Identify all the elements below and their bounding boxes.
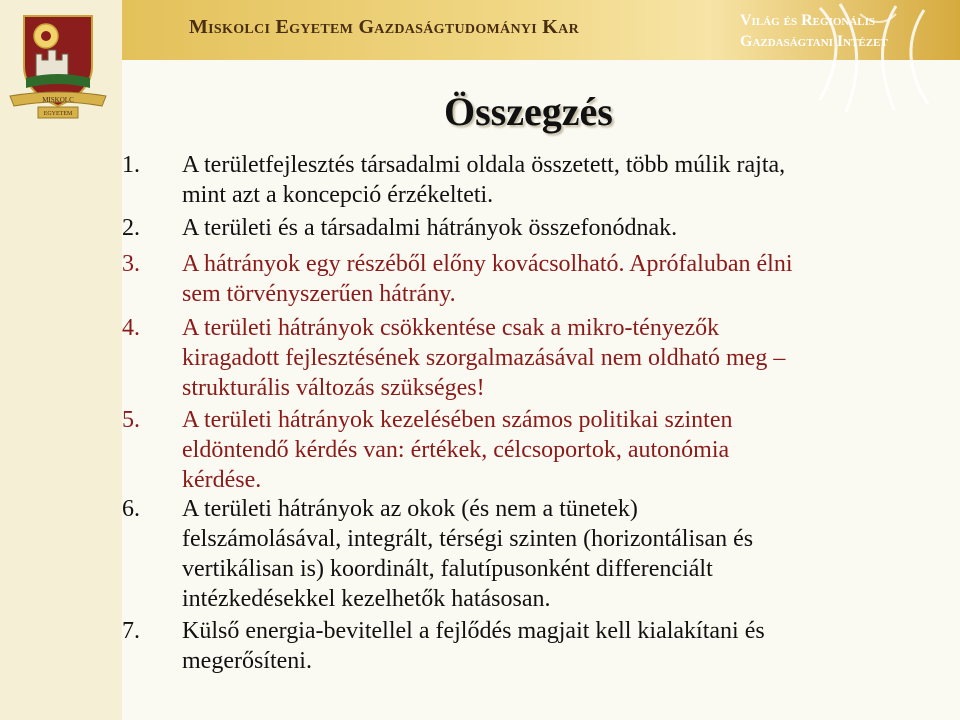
- item-text: Külső energia-bevitellel a fejlődés magjait kell kialakítani és megerősíteni.: [182, 618, 765, 674]
- institute-line-2: Gazdaságtani Intézet: [740, 33, 888, 50]
- item-text: A területi hátrányok csökkentése csak a mikro-tényezők kiragadott fejlesztésének szorgalmazásával nem oldható meg – strukturális változás szükséges!: [182, 315, 786, 401]
- university-crest-icon: [6, 10, 110, 120]
- item-text: A területfejlesztés társadalmi oldala összetett, több múlik rajta, mint azt a koncepció érzékelteti.: [182, 152, 786, 208]
- item-number: 5.: [122, 407, 140, 433]
- faculty-title: Miskolci Egyetem Gazdaságtudományi Kar: [189, 16, 579, 38]
- item-number: 7.: [122, 618, 140, 644]
- list-item: [122, 494, 922, 614]
- crest-ribbon-text: MISKOLC: [42, 96, 74, 104]
- list-item: [122, 313, 922, 403]
- institute-name: [740, 10, 955, 52]
- item-number: 2.: [122, 215, 140, 241]
- item-text: A területi hátrányok kezelésében számos politikai szinten eldöntendő kérdés van: értékek, célcsoportok, autonómia kérdése.: [182, 407, 733, 493]
- slide-title: Összegzés: [444, 89, 613, 134]
- item-text: A területi hátrányok az okok (és nem a tünetek) felszámolásával, integrált, térségi szinten (horizontálisan és vertikálisan is) koordinált, falutípusonként differenciált intézkedésekkel kezelhetők hatásosan.: [182, 496, 754, 612]
- list-item: [122, 405, 922, 495]
- list-item: [122, 616, 922, 676]
- item-text: A hátrányok egy részéből előny kovácsolható. Aprófaluban élni sem törvényszerűen hátrány.: [182, 251, 793, 307]
- list-item: [122, 213, 922, 243]
- item-number: 6.: [122, 496, 140, 522]
- item-number: 3.: [122, 251, 140, 277]
- item-text: A területi és a társadalmi hátrányok összefonódnak.: [182, 215, 678, 241]
- list-item: [122, 249, 922, 309]
- list-item: [122, 150, 922, 210]
- institute-line-1: Világ és Regionális: [740, 12, 876, 29]
- crest-lower-text: EGYETEM: [43, 111, 73, 117]
- item-number: 1.: [122, 152, 140, 178]
- item-number: 4.: [122, 315, 140, 341]
